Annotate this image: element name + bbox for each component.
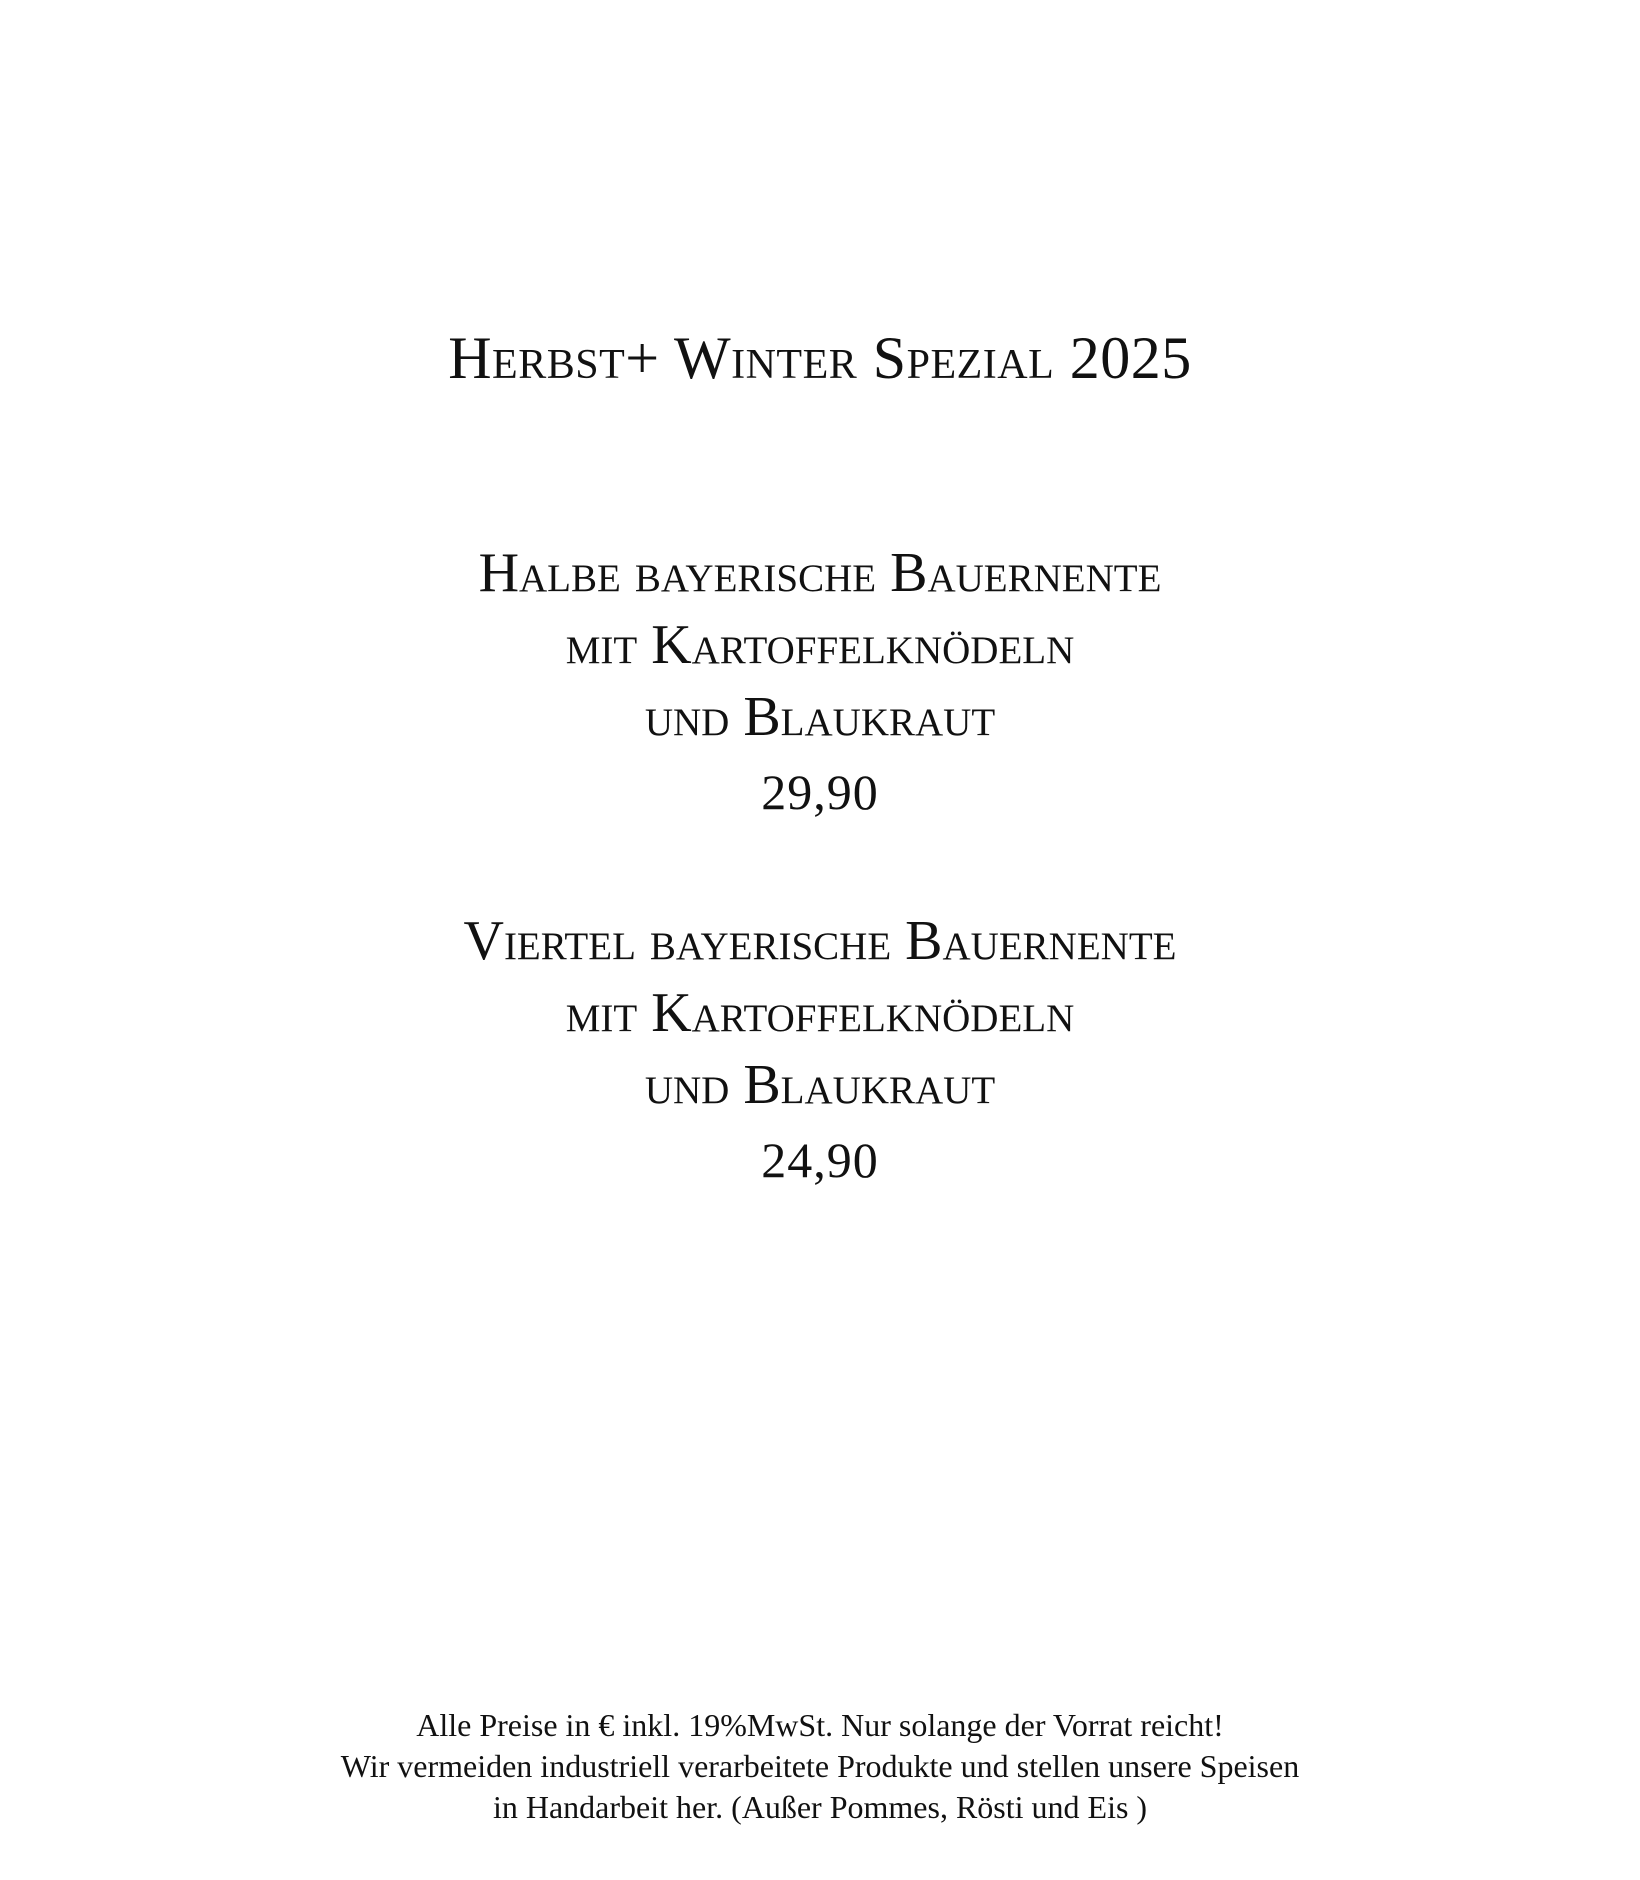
dish-price: 29,90 xyxy=(761,764,879,820)
dish-side: mit Kartoffelknödeln xyxy=(565,982,1075,1044)
dish-side: und Blaukraut xyxy=(644,686,996,748)
dish-price: 24,90 xyxy=(761,1132,879,1188)
dish-name: Viertel bayerische Bauernente xyxy=(463,910,1177,972)
dish-side: und Blaukraut xyxy=(644,1054,996,1116)
dish-name: Halbe bayerische Bauernente xyxy=(478,542,1162,604)
footer-note xyxy=(0,1705,1640,1828)
dish-item xyxy=(0,905,1640,1199)
dish-item xyxy=(0,537,1640,831)
menu-title: Herbst+ Winter Spezial 2025 xyxy=(448,325,1192,391)
footer-line: Wir vermeiden industriell verarbeitete Produkte und stellen unsere Speisen xyxy=(340,1748,1300,1784)
dish-side: mit Kartoffelknödeln xyxy=(565,614,1075,676)
footer-line: Alle Preise in € inkl. 19%MwSt. Nur solange der Vorrat reicht! xyxy=(416,1707,1224,1743)
footer-line: in Handarbeit her. (Außer Pommes, Rösti und Eis ) xyxy=(492,1789,1148,1825)
